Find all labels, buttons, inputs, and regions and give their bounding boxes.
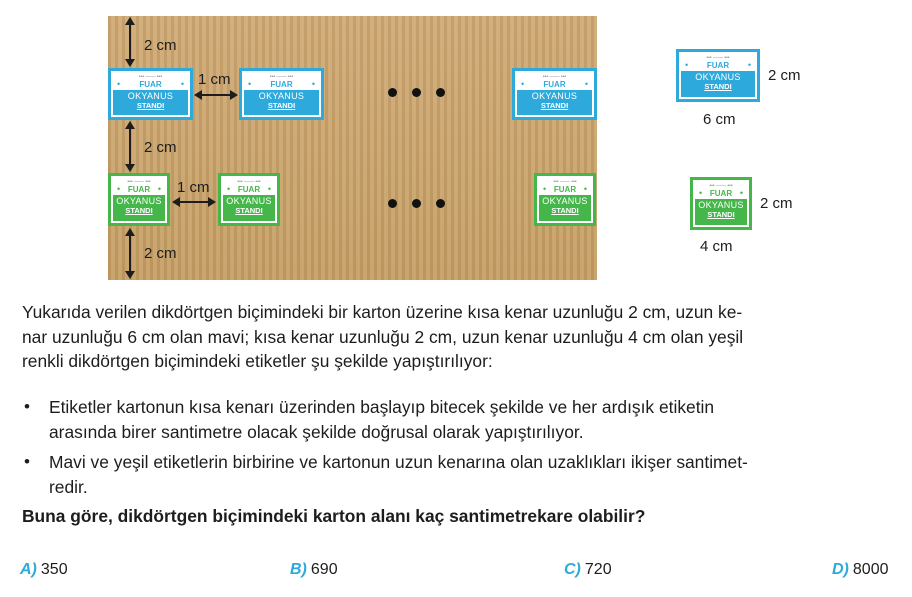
green-label (218, 173, 280, 226)
label-dot: • (311, 79, 315, 89)
choice-value: 350 (40, 561, 68, 578)
label-top-mark: ••• —— ••• (709, 183, 733, 189)
label-okyanus-text: OKYANUS (698, 200, 744, 210)
label-dot: • (739, 188, 743, 198)
label-dot: • (180, 79, 184, 89)
label-standi-text: STANDI (704, 82, 732, 91)
horizontal-arrow-blue (194, 90, 238, 102)
label-okyanus-text: OKYANUS (127, 91, 174, 101)
label-fuar-text: FUAR (237, 185, 261, 194)
choice-letter: D) (832, 561, 849, 578)
legend-green-label (690, 177, 752, 230)
bullet-line: redir. (49, 476, 88, 497)
choice-letter: B) (290, 561, 307, 578)
label-okyanus-text: OKYANUS (531, 91, 578, 101)
green-label (108, 173, 170, 226)
cardboard-rectangle (108, 16, 597, 280)
label-fuar-text: FUAR (553, 185, 577, 194)
measure-top-gap: 2 cm (144, 37, 177, 54)
choice-value: 690 (310, 561, 338, 578)
label-dot: • (699, 188, 703, 198)
ellipsis-green-row (388, 199, 448, 211)
vertical-arrow-bottom (125, 228, 137, 279)
label-okyanus-text: OKYANUS (116, 196, 162, 206)
label-dot: • (248, 79, 252, 89)
label-top-mark: ••• —— ••• (138, 74, 163, 80)
label-okyanus-text: OKYANUS (542, 196, 588, 206)
bullet-item (22, 450, 898, 500)
label-top-mark: ••• —— ••• (706, 55, 730, 61)
label-fuar-text: FUAR (127, 185, 151, 194)
measure-bottom-gap: 2 cm (144, 245, 177, 262)
label-standi-text: STANDI (551, 206, 579, 215)
blue-label (108, 68, 193, 120)
label-okyanus-text: OKYANUS (695, 72, 741, 82)
choice-a[interactable] (20, 560, 68, 580)
question-prompt: Buna göre, dikdörtgen biçimindeki karton alanı kaç santimetrekare olabilir? (22, 506, 646, 526)
choice-value: 8000 (852, 561, 889, 578)
label-standi-text: STANDI (707, 210, 735, 219)
label-standi-text: STANDI (267, 101, 296, 110)
label-standi-text: STANDI (540, 101, 569, 110)
label-standi-text: STANDI (125, 206, 153, 215)
label-fuar-text: FUAR (706, 61, 730, 70)
label-dot: • (521, 79, 525, 89)
choice-value: 720 (584, 561, 612, 578)
label-dot: • (267, 184, 271, 194)
label-dot: • (117, 184, 121, 194)
label-dot: • (685, 60, 689, 70)
bullet-line: arasında birer santimetre olacak şekilde doğrusal olarak yapıştırılıyor. (49, 421, 584, 442)
label-top-mark: ••• —— ••• (269, 74, 294, 80)
green-label (534, 173, 596, 226)
vertical-arrow-top (125, 17, 137, 67)
choice-letter: C) (564, 561, 581, 578)
paragraph-line: Yukarıda verilen dikdörtgen biçimindeki bir karton üzerine kısa kenar uzunluğu 2 cm, uzun ke- (22, 302, 743, 322)
ellipsis-blue-row (388, 88, 448, 100)
measure-between-blue: 1 cm (198, 71, 231, 88)
label-fuar-text: FUAR (709, 189, 733, 198)
label-okyanus-text: OKYANUS (226, 196, 272, 206)
bullet-line: Etiketler kartonun kısa kenarı üzerinden başlayıp bitecek şekilde ve her ardışık etiketin (49, 397, 715, 417)
paragraph-line: renkli dikdörtgen biçimindeki etiketler şu şekilde yapıştırılıyor: (22, 351, 493, 371)
label-fuar-text: FUAR (139, 80, 162, 89)
legend-green-height: 2 cm (760, 195, 793, 212)
blue-label (512, 68, 597, 120)
label-okyanus-text: OKYANUS (258, 91, 305, 101)
label-top-mark: ••• —— ••• (553, 179, 577, 185)
legend-blue-height: 2 cm (768, 67, 801, 84)
horizontal-arrow-green (172, 197, 216, 209)
bullet-item (22, 395, 898, 445)
label-dot: • (117, 79, 121, 89)
label-top-mark: ••• —— ••• (237, 179, 261, 185)
bullet-symbol: • (24, 397, 30, 416)
measure-between-green: 1 cm (177, 179, 210, 196)
choice-c[interactable] (564, 560, 612, 580)
legend-blue-width: 6 cm (703, 111, 736, 128)
choice-letter: A) (20, 561, 37, 578)
label-fuar-text: FUAR (270, 80, 293, 89)
label-dot: • (583, 184, 587, 194)
paragraph-line: nar uzunluğu 6 cm olan mavi; kısa kenar uzunluğu 2 cm, uzun kenar uzunluğu 4 cm olan yeşil (22, 326, 744, 347)
question-paragraph (22, 300, 898, 374)
label-standi-text: STANDI (235, 206, 263, 215)
legend-green-width: 4 cm (700, 238, 733, 255)
measure-between-rows: 2 cm (144, 139, 177, 156)
legend-blue-label (676, 49, 760, 102)
bullet-line: Mavi ve yeşil etiketlerin birbirine ve kartonun uzun kenarına olan uzaklıkları ikişer santimet- (49, 452, 748, 472)
blue-label (239, 68, 324, 120)
label-top-mark: ••• —— ••• (127, 179, 151, 185)
bullet-symbol: • (24, 452, 30, 471)
choice-b[interactable] (290, 560, 338, 580)
label-dot: • (157, 184, 161, 194)
label-dot: • (227, 184, 231, 194)
label-standi-text: STANDI (136, 101, 165, 110)
label-dot: • (584, 79, 588, 89)
label-dot: • (543, 184, 547, 194)
vertical-arrow-middle (125, 121, 137, 172)
label-fuar-text: FUAR (543, 80, 566, 89)
choice-d[interactable] (832, 560, 888, 580)
label-dot: • (747, 60, 751, 70)
label-top-mark: ••• —— ••• (542, 74, 567, 80)
